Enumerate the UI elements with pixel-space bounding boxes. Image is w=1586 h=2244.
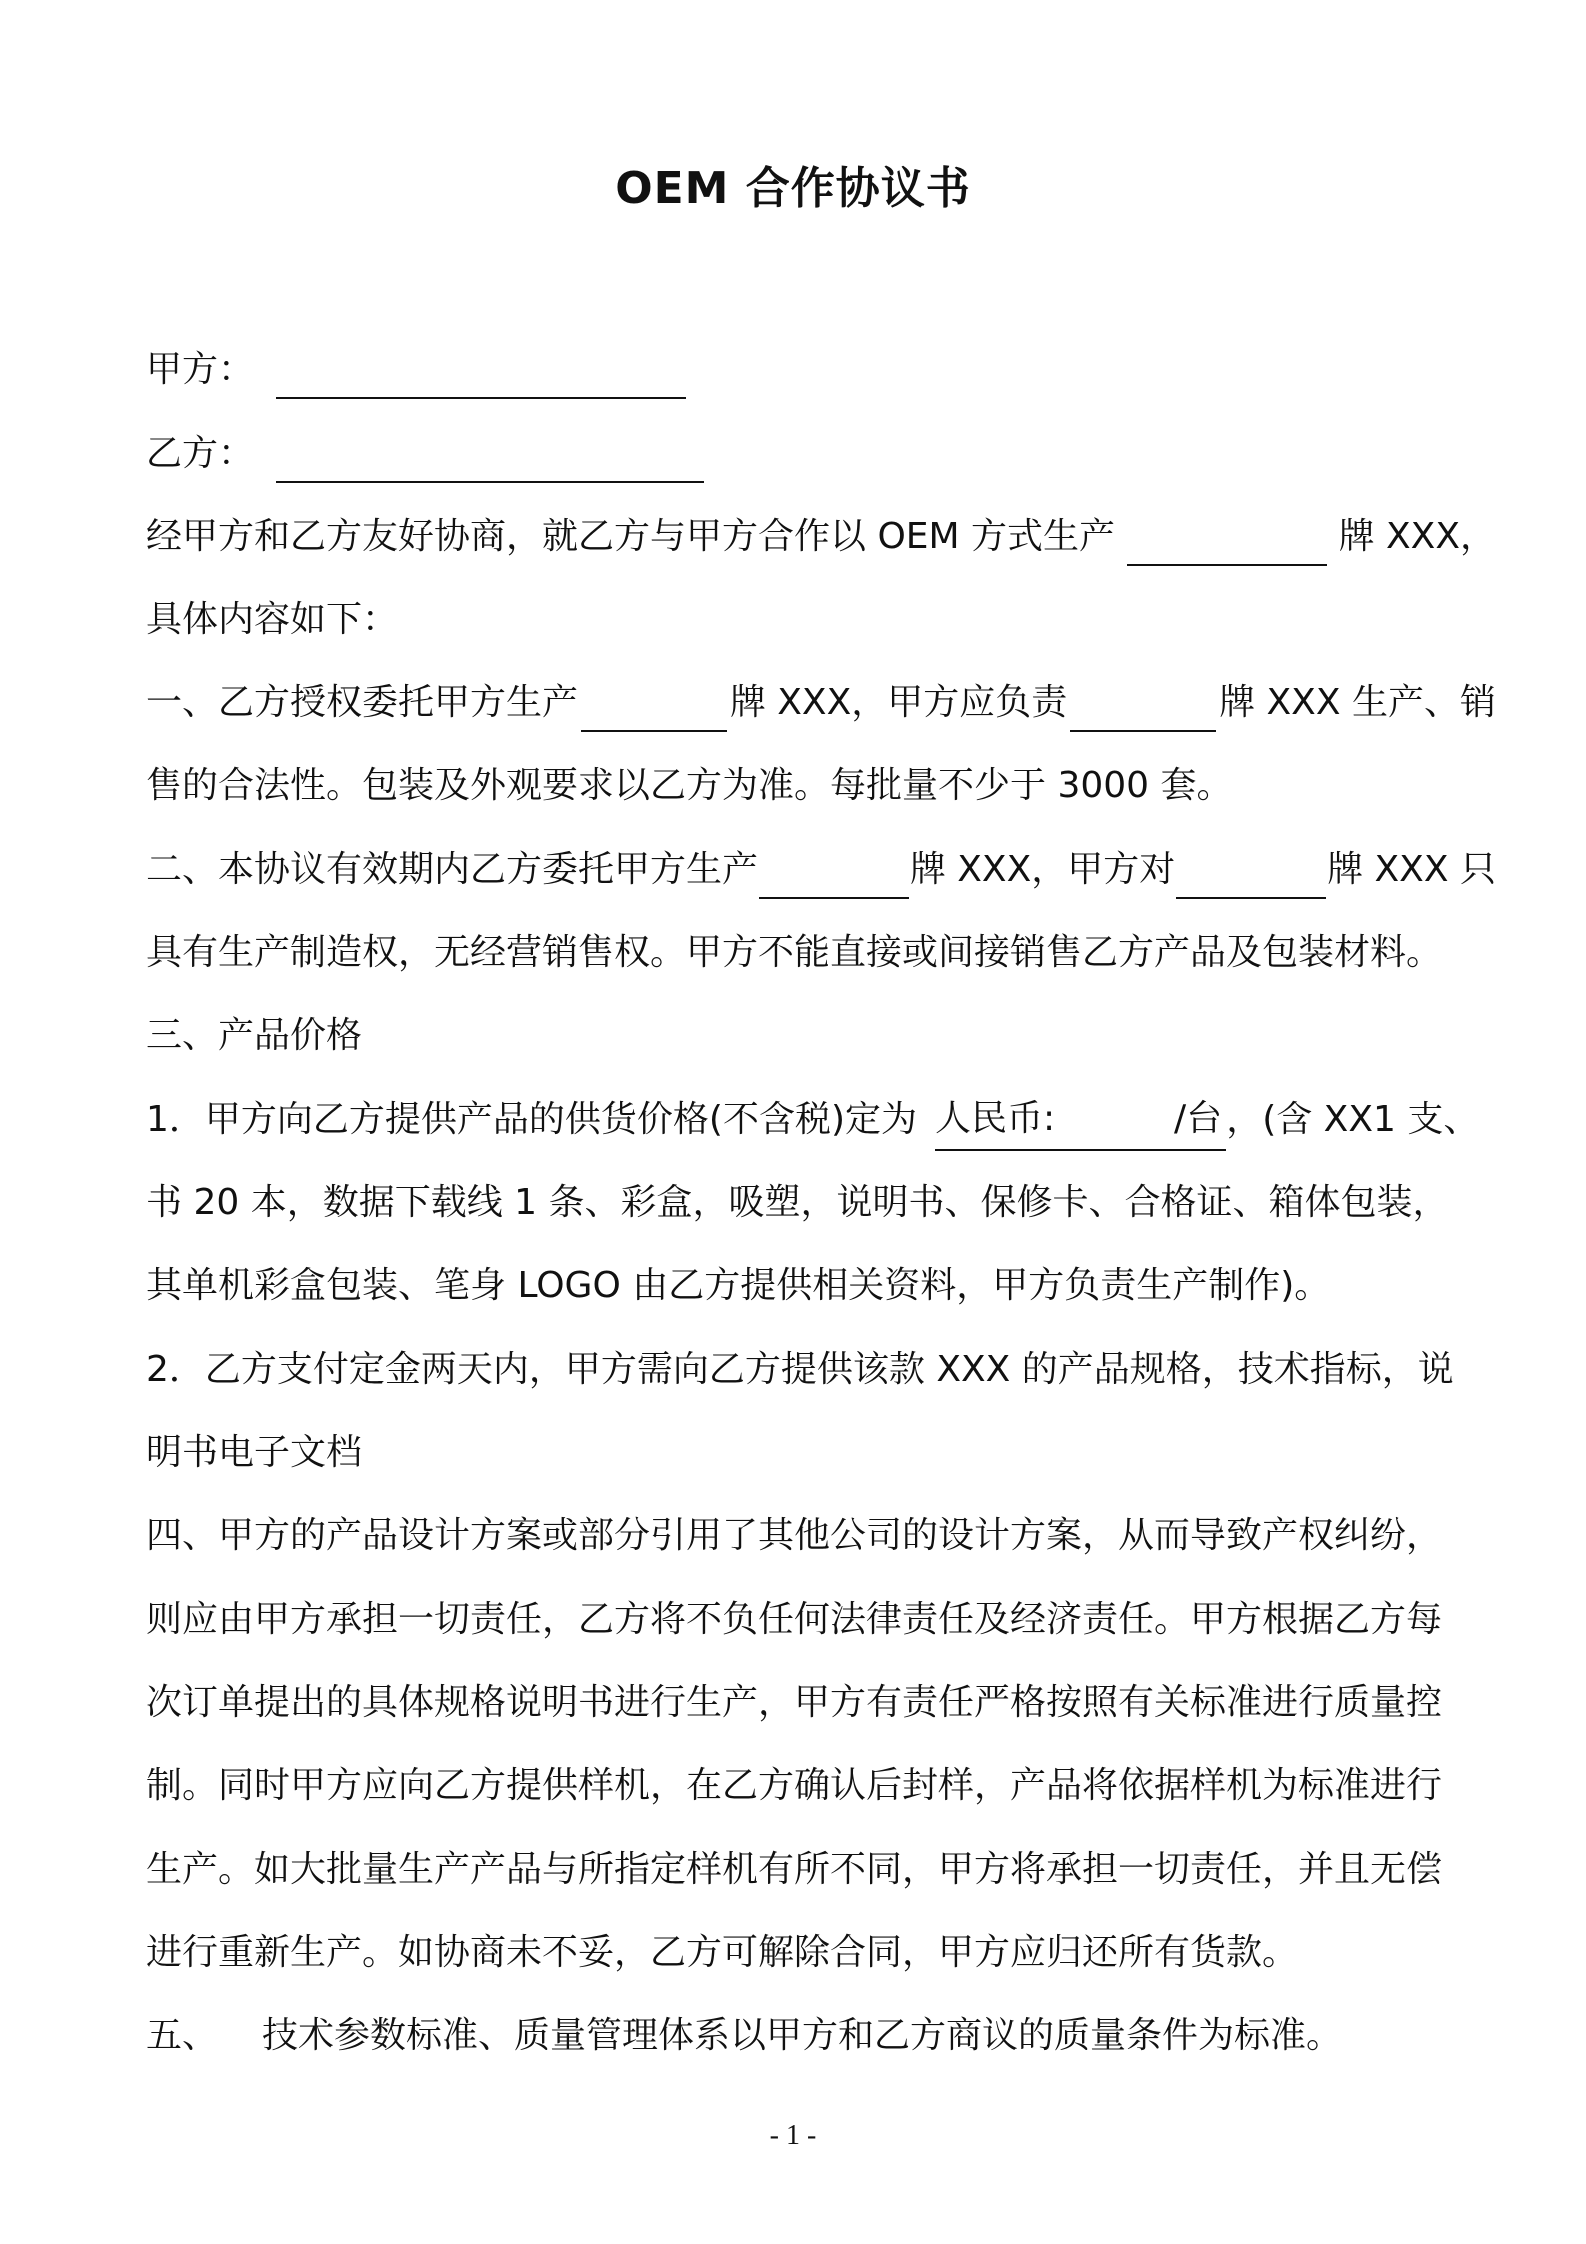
s3-p2-line-2: 明书电子文档: [146, 1432, 363, 1473]
s1-line-1: [146, 673, 1496, 733]
s2-text-b: 牌 XXX，甲方对: [909, 849, 1176, 890]
s2-line-2: [146, 923, 1496, 983]
s2-text-c: 牌 XXX 只: [1327, 849, 1496, 890]
s4-line-2: 则应由甲方承担一切责任，乙方将不负任何法律责任及经济责任。甲方根据乙方每: [146, 1599, 1443, 1640]
page-number: - 1 -: [769, 2120, 817, 2151]
party-a-blank: [276, 341, 686, 399]
s4-line-6: 进行重新生产。如协商未不妥，乙方可解除合同，甲方应归还所有货款。: [146, 1932, 1299, 1973]
s3-p2-line-1: 2．乙方支付定金两天内，甲方需向乙方提供该款 XXX 的产品规格，技术指标，说: [146, 1349, 1454, 1390]
s5-number: 五、: [146, 2015, 219, 2056]
intro-line-2: 具体内容如下：: [146, 599, 399, 640]
s2-line-1: [146, 840, 1496, 900]
s4-line-3: 次订单提出的具体规格说明书进行生产，甲方有责任严格按照有关标准进行质量控: [146, 1682, 1443, 1723]
document-title: OEM 合作协议书: [615, 163, 971, 214]
party-b-blank: [276, 425, 704, 483]
price-rmb-field: [935, 1089, 1226, 1151]
s3-p1-line-1: [146, 1090, 1496, 1150]
party-a-line: [146, 340, 1496, 400]
s1-text-c: 牌 XXX 生产、销: [1219, 682, 1496, 723]
intro-line-1: [146, 507, 1496, 567]
s2-text-a: 二、本协议有效期内乙方委托甲方生产: [146, 849, 759, 890]
s1-text-b: 牌 XXX，甲方应负责: [729, 682, 1068, 723]
party-b-line: [146, 424, 1496, 484]
s4-line-5: 生产。如大批量生产产品与所指定样机有所不同，甲方将承担一切责任，并且无偿: [146, 1849, 1443, 1890]
s5-text: 技术参数标准、质量管理体系以甲方和乙方商议的质量条件为标准。: [262, 2015, 1343, 2056]
s2-brand-blank-1: [759, 841, 909, 899]
intro-text-a: 经甲方和乙方友好协商，就乙方与甲方合作以 OEM 方式生产: [146, 516, 1116, 557]
price-rmb-label: 人民币:: [935, 1098, 1056, 1139]
s2-brand-blank-2: [1176, 841, 1326, 899]
s4-line-4: 制。同时甲方应向乙方提供样机，在乙方确认后封样，产品将依据样机为标准进行: [146, 1765, 1443, 1806]
s3-p1-line-3: 其单机彩盒包装、笔身 LOGO 由乙方提供相关资料，甲方负责生产制作)。: [146, 1265, 1331, 1306]
s5-line: [146, 2006, 1496, 2066]
s4-line-1: 四、甲方的产品设计方案或部分引用了其他公司的设计方案，从而导致产权纠纷，: [146, 1515, 1443, 1556]
party-a-label: 甲方：: [146, 349, 255, 390]
price-unit: /台: [1174, 1098, 1223, 1139]
intro-brand-blank: [1127, 508, 1327, 566]
s1-text-a: 一、乙方授权委托甲方生产: [146, 682, 579, 723]
s3-p1-text-a: 1．甲方向乙方提供产品的供货价格(不含税)定为: [146, 1099, 917, 1140]
s3-p1-line-2: 书 20 本，数据下载线 1 条、彩盒，吸塑，说明书、保修卡、合格证、箱体包装，: [146, 1182, 1449, 1223]
s3-p1-text-c: ，(含 XX1 支、: [1226, 1099, 1480, 1140]
intro-text-b: 牌 XXX，: [1338, 516, 1496, 557]
s3-heading: 三、产品价格: [146, 1015, 363, 1056]
s1-brand-blank-2: [1070, 674, 1216, 732]
s1-brand-blank-1: [581, 674, 727, 732]
s2-text-l2: 具有生产制造权，无经营销售权。甲方不能直接或间接销售乙方产品及包装材料。: [146, 932, 1443, 973]
s1-line-2: 售的合法性。包装及外观要求以乙方为准。每批量不少于 3000 套。: [146, 765, 1233, 806]
party-b-label: 乙方：: [146, 433, 255, 474]
